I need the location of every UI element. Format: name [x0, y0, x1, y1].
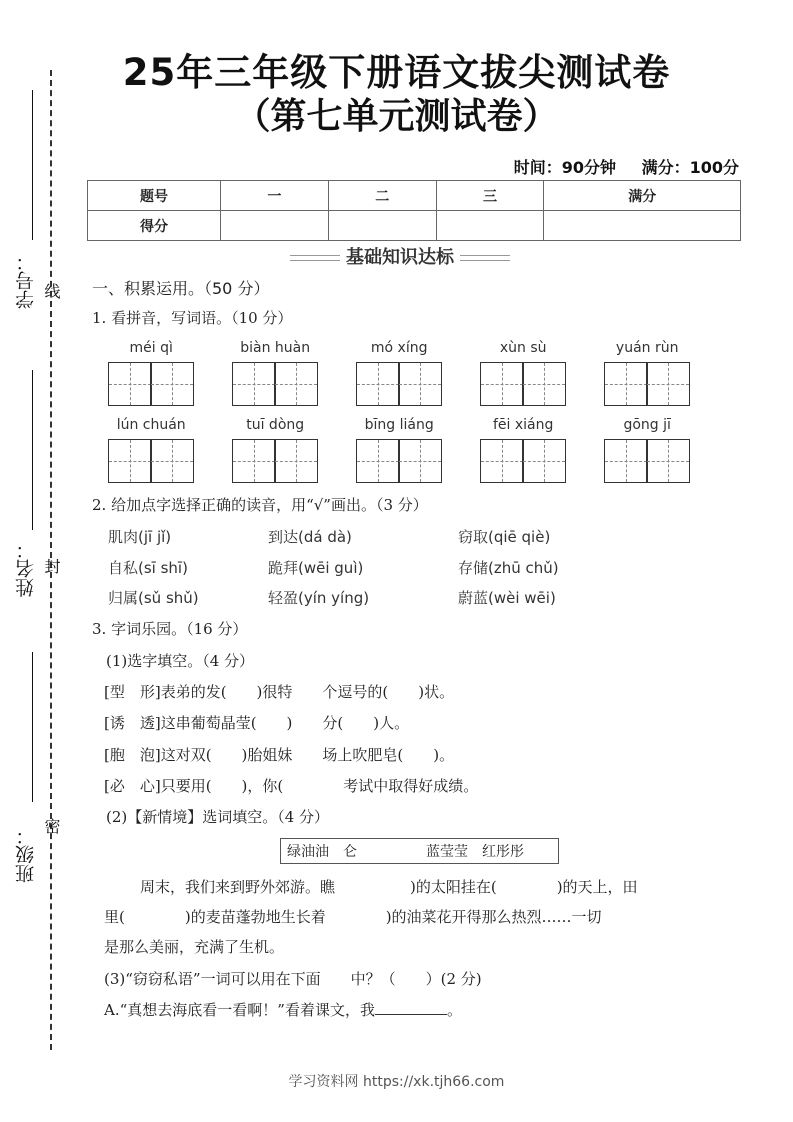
- reading-choice[interactable]: 存储(zhū chǔ): [458, 559, 559, 577]
- part1-heading: 一、积累运用。（50 分）: [92, 279, 270, 298]
- table-cell: 二: [328, 181, 436, 211]
- score-cell[interactable]: [436, 211, 544, 241]
- full-score: 满分：100分: [641, 158, 739, 177]
- tianzi-box[interactable]: [150, 439, 194, 483]
- score-table: [87, 180, 741, 241]
- class-line: [32, 652, 33, 802]
- q1-label: 1. 看拼音，写词语。（10 分）: [92, 309, 293, 327]
- pinyin-group: [108, 417, 194, 483]
- pinyin-text: gōng jī: [623, 417, 671, 433]
- pinyin-group: [604, 417, 690, 483]
- tianzi-box[interactable]: [480, 439, 524, 483]
- answer-blank[interactable]: [375, 1000, 447, 1015]
- student-id-label: 学号：: [15, 252, 37, 309]
- footer-watermark: 学习资料网 https://xk.tjh66.com: [288, 1074, 505, 1090]
- tianzi-box[interactable]: [356, 439, 400, 483]
- q3-sub1: (1)选字填空。（4 分）: [106, 652, 255, 670]
- tianzi-box[interactable]: [108, 362, 152, 406]
- table-row: [88, 211, 741, 241]
- student-id-line: [32, 90, 33, 240]
- reading-choice[interactable]: 窃取(qiē qiè): [458, 528, 551, 546]
- tianzi-box[interactable]: [480, 362, 524, 406]
- word-bank-right: 蓝莹莹 红彤彤: [426, 844, 524, 860]
- reading-choice[interactable]: 自私(sī shī): [108, 559, 188, 577]
- score-cell[interactable]: [544, 211, 741, 241]
- tianzi-box[interactable]: [274, 362, 318, 406]
- tianzi-box[interactable]: [356, 362, 400, 406]
- pinyin-group: [108, 340, 194, 406]
- fill-line-text: [必 心]只要用( )，你( 考试中取得好成绩。: [104, 777, 479, 795]
- exam-subtitle: （第七单元测试卷）: [234, 96, 559, 137]
- class-label: 班级：: [15, 826, 37, 883]
- tianzi-box[interactable]: [150, 362, 194, 406]
- option-a: [104, 999, 462, 1020]
- pinyin-text: lún chuán: [116, 417, 186, 433]
- paragraph-line: 里( )的麦苗蓬勃地生长着 )的油菜花开得那么热烈……一切: [104, 908, 602, 926]
- word-bank: [280, 838, 559, 864]
- pinyin-group: [356, 340, 442, 406]
- fill-line-text: [胞 泡]这对双( )胎姐妹 场上吹肥皂( )。: [104, 746, 455, 764]
- exam-title: 25年三年级下册语文拔尖测试卷: [122, 51, 671, 94]
- paragraph-line: 周末，我们来到野外郊游。瞧 )的太阳挂在( )的天上，田: [140, 878, 638, 896]
- reading-choice[interactable]: 跪拜(wēi guì): [268, 559, 364, 577]
- score-cell[interactable]: [328, 211, 436, 241]
- pinyin-text: biàn huàn: [240, 340, 311, 356]
- tianzi-box[interactable]: [398, 439, 442, 483]
- q2-label: 2. 给加点字选择正确的读音，用“√”画出。（3 分）: [92, 496, 428, 514]
- table-cell: 题号: [88, 181, 221, 211]
- pinyin-group: [480, 340, 566, 406]
- tianzi-box[interactable]: [398, 362, 442, 406]
- tianzi-box[interactable]: [274, 439, 318, 483]
- banner-rule-left: [290, 255, 340, 261]
- pinyin-text: yuán rùn: [615, 340, 679, 356]
- banner-rule-right: [460, 255, 510, 261]
- score-cell[interactable]: [221, 211, 329, 241]
- q3-sub3: (3)“窃窃私语”一词可以用在下面 中？（ ）(2 分): [104, 970, 482, 988]
- tianzi-box[interactable]: [604, 362, 648, 406]
- period-mark: 。: [446, 1001, 462, 1019]
- tianzi-box[interactable]: [232, 362, 276, 406]
- pinyin-text: mó xíng: [370, 340, 428, 356]
- section-banner: [260, 243, 540, 269]
- mark-seal: 封: [42, 558, 61, 574]
- pinyin-text: bīng liáng: [364, 417, 434, 433]
- pinyin-group: [480, 417, 566, 483]
- name-line: [32, 370, 33, 530]
- tianzi-box[interactable]: [522, 439, 566, 483]
- table-cell: 三: [436, 181, 544, 211]
- pinyin-text: xùn sù: [499, 340, 547, 356]
- tianzi-box[interactable]: [232, 439, 276, 483]
- pinyin-text: tuī dòng: [246, 417, 305, 433]
- reading-choice[interactable]: 归属(sǔ shǔ): [108, 589, 199, 607]
- pinyin-text: fēi xiáng: [493, 417, 554, 433]
- time-limit: 时间：90分钟: [513, 158, 617, 177]
- tianzi-box[interactable]: [604, 439, 648, 483]
- table-cell: 得分: [88, 211, 221, 241]
- reading-choice[interactable]: 肌肉(jī jǐ): [108, 528, 172, 546]
- name-label: 姓名：: [15, 540, 37, 597]
- paragraph-line: 是那么美丽，充满了生机。: [104, 938, 285, 956]
- reading-choice[interactable]: 轻盈(yín yíng): [268, 589, 370, 607]
- option-a-text: A.“真想去海底看一看啊！”看着课文，我: [104, 1001, 375, 1019]
- tianzi-box[interactable]: [108, 439, 152, 483]
- pinyin-group: [604, 340, 690, 406]
- word-bank-left: 绿油油 仑: [287, 844, 357, 860]
- pinyin-group: [232, 417, 318, 483]
- pinyin-group: [232, 340, 318, 406]
- q3-label: 3. 字词乐园。（16 分）: [92, 620, 248, 638]
- tianzi-box[interactable]: [646, 362, 690, 406]
- exam-meta: [494, 155, 739, 178]
- pinyin-group: [356, 417, 442, 483]
- reading-choice[interactable]: 到达(dá dà): [268, 528, 352, 546]
- tianzi-box[interactable]: [646, 439, 690, 483]
- fill-line-text: [诱 透]这串葡萄晶莹( ) 分( )人。: [104, 714, 410, 732]
- table-cell: 满分: [544, 181, 741, 211]
- pinyin-text: méi qì: [129, 340, 173, 356]
- fill-line-text: [型 形]表弟的发( )很特 个逗号的( )状。: [104, 683, 455, 701]
- q3-sub2: (2)【新情境】选词填空。（4 分）: [106, 808, 330, 826]
- table-row: [88, 181, 741, 211]
- banner-text: 基础知识达标: [346, 247, 454, 268]
- mark-line: 线: [42, 283, 61, 299]
- reading-choice[interactable]: 蔚蓝(wèi wēi): [458, 589, 556, 607]
- tianzi-box[interactable]: [522, 362, 566, 406]
- table-cell: 一: [221, 181, 329, 211]
- mark-secret: 密: [42, 818, 61, 834]
